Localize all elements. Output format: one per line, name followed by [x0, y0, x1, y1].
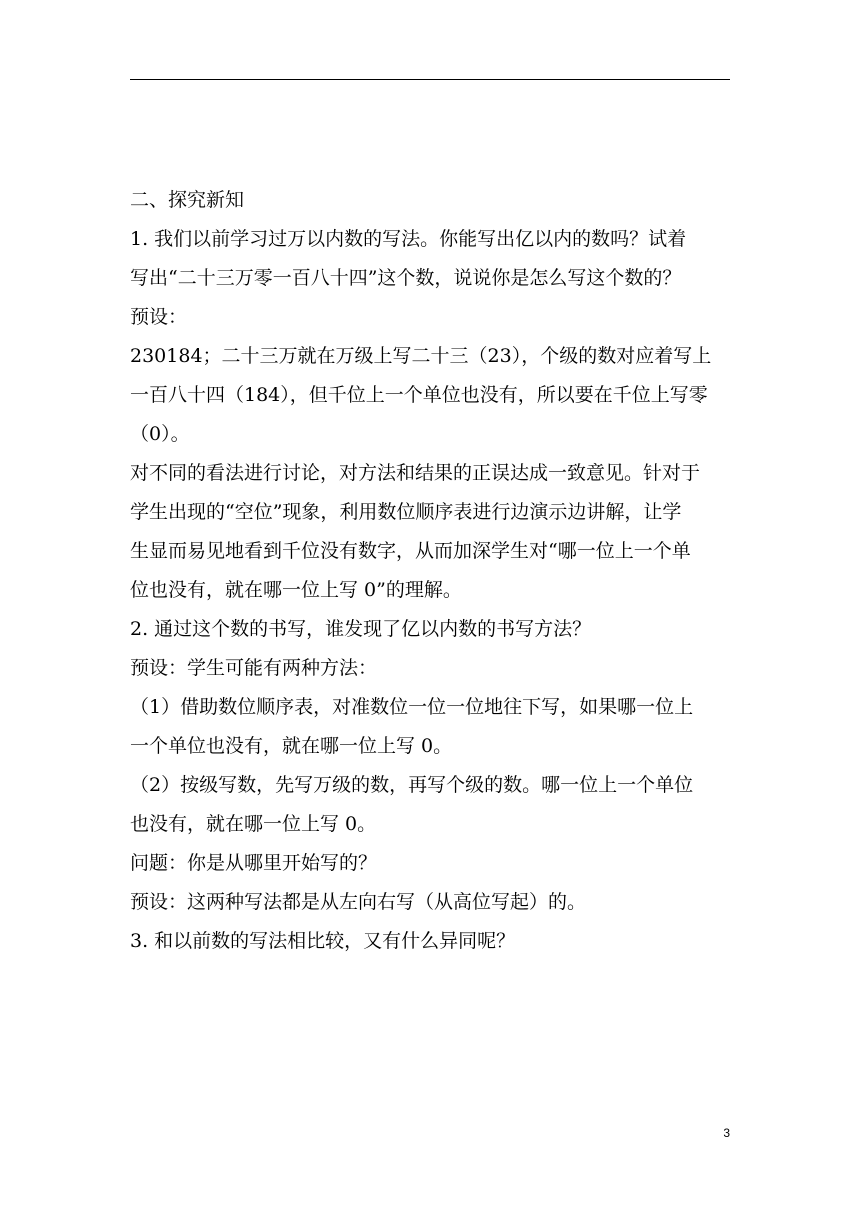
paragraph-line: 生显而易见地看到千位没有数字，从而加深学生对“哪一位上一个单 — [130, 540, 691, 562]
document-body — [130, 181, 730, 961]
paragraph-line: 2. 通过这个数的书写，谁发现了亿以内数的书写方法？ — [130, 618, 592, 640]
section-heading: 二、探究新知 — [130, 189, 245, 211]
paragraph-line: 位也没有，就在哪一位上写 0”的理解。 — [130, 579, 462, 601]
paragraph-line: （1）借助数位顺序表，对准数位一位一位地往下写，如果哪一位上 — [130, 696, 694, 718]
paragraph-line: 3. 和以前数的写法相比较，又有什么异同呢？ — [130, 930, 516, 952]
paragraph-line: 1. 我们以前学习过万以内数的写法。你能写出亿以内的数吗？试着 — [130, 228, 687, 250]
paragraph-line: 一个单位也没有，就在哪一位上写 0。 — [130, 735, 453, 757]
paragraph-line: 问题：你是从哪里开始写的？ — [130, 852, 378, 874]
header-rule — [130, 79, 730, 80]
paragraph-line: 学生出现的“空位”现象，利用数位顺序表进行边演示边讲解，让学 — [130, 501, 682, 523]
paragraph-line: 一百八十四（184），但千位上一个单位也没有，所以要在千位上写零 — [130, 384, 708, 406]
paragraph-line: 也没有，就在哪一位上写 0。 — [130, 813, 377, 835]
paragraph-line: （0）。 — [130, 423, 190, 445]
page-number: 3 — [723, 1126, 730, 1140]
paragraph-line: 写出“二十三万零一百八十四”这个数，说说你是怎么写这个数的？ — [130, 267, 682, 289]
paragraph-line: 预设：学生可能有两种方法： — [130, 657, 378, 679]
paragraph-line: 230184；二十三万就在万级上写二十三（23），个级的数对应着写上 — [130, 345, 712, 367]
paragraph-line: （2）按级写数，先写万级的数，再写个级的数。哪一位上一个单位 — [130, 774, 694, 796]
paragraph-line: 预设： — [130, 306, 188, 328]
paragraph-line: 对不同的看法进行讨论，对方法和结果的正误达成一致意见。针对于 — [130, 462, 701, 484]
paragraph-line: 预设：这两种写法都是从左向右写（从高位写起）的。 — [130, 891, 587, 913]
